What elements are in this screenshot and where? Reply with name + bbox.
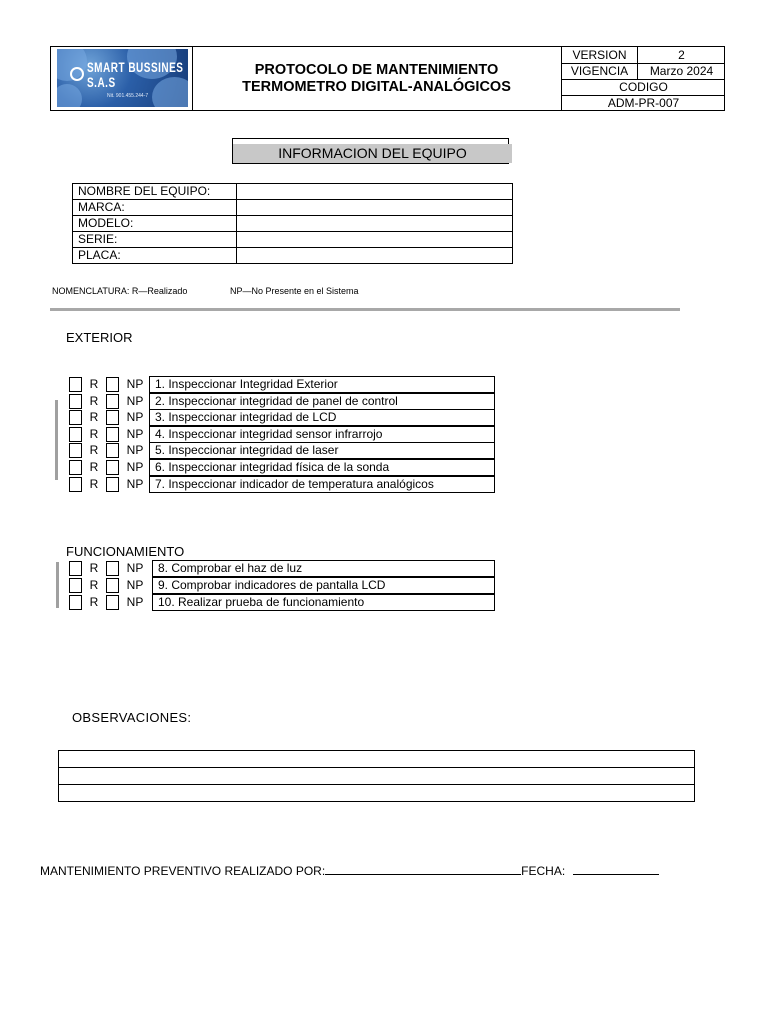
codigo-label-row (562, 79, 725, 96)
funcionamiento-title: FUNCIONAMIENTO (66, 544, 185, 559)
r-label: R (89, 393, 99, 408)
np-checkbox[interactable] (106, 427, 119, 442)
logo-nit: Nit. 901.455.244-7 (107, 93, 149, 99)
field-value-nombre[interactable] (237, 184, 513, 200)
document-header (50, 46, 725, 111)
exterior-side-bar (55, 400, 58, 480)
checklist-item: 8. Comprobar el haz de luz (152, 560, 495, 577)
r-checkbox[interactable] (69, 377, 82, 392)
equipment-info-table (72, 183, 513, 264)
version-label: VERSION (562, 47, 638, 63)
np-checkbox[interactable] (106, 377, 119, 392)
nomenclature-r: NOMENCLATURA: R—Realizado (52, 286, 188, 296)
nomenclature (52, 286, 359, 296)
checklist-item: 4. Inspeccionar integridad sensor infrarrojo (149, 426, 495, 443)
observaciones-title: OBSERVACIONES: (72, 710, 192, 725)
r-label: R (89, 578, 99, 592)
checklist-item: 10. Realizar prueba de funcionamiento (152, 594, 495, 611)
vigencia-value: Marzo 2024 (649, 64, 714, 78)
codigo-label: CODIGO (619, 80, 668, 94)
r-checkbox[interactable] (69, 394, 82, 409)
np-label: NP (126, 578, 144, 592)
checklist-item: 3. Inspeccionar integridad de LCD (149, 409, 495, 426)
np-checkbox[interactable] (106, 578, 119, 593)
table-row (73, 232, 513, 248)
version-row (562, 47, 725, 64)
field-value-modelo[interactable] (237, 216, 513, 232)
checklist-item: 1. Inspeccionar Integridad Exterior (149, 376, 495, 393)
exterior-title: EXTERIOR (66, 330, 133, 345)
observaciones-box[interactable] (58, 750, 695, 802)
np-checkbox[interactable] (106, 460, 119, 475)
r-checkbox[interactable] (69, 595, 82, 610)
r-label: R (89, 426, 99, 441)
np-label: NP (126, 377, 144, 391)
r-label: R (89, 443, 99, 458)
np-checkbox[interactable] (106, 595, 119, 610)
version-value: 2 (678, 48, 685, 62)
checklist-item: 2. Inspeccionar integridad de panel de control (149, 393, 495, 410)
checklist-item: 7. Inspeccionar indicador de temperatura analógicos (149, 476, 495, 493)
logo-cell (51, 47, 193, 110)
r-label: R (89, 377, 99, 391)
r-label: R (89, 460, 99, 474)
np-checkbox[interactable] (106, 477, 119, 492)
np-label: NP (126, 595, 144, 609)
field-label: NOMBRE DEL EQUIPO: (73, 184, 237, 200)
np-label: NP (126, 426, 144, 441)
np-checkbox[interactable] (106, 394, 119, 409)
r-label: R (89, 476, 99, 491)
section-divider (50, 308, 680, 311)
realizado-signature-line[interactable] (325, 862, 521, 875)
nomenclature-np: NP—No Presente en el Sistema (230, 286, 359, 296)
logo-brand: SMART BUSSINES S.A.S (87, 60, 184, 92)
observation-line[interactable] (59, 768, 694, 785)
r-checkbox[interactable] (69, 443, 82, 458)
table-row (73, 184, 513, 200)
vigencia-row (562, 63, 725, 80)
realizado-label: MANTENIMIENTO PREVENTIVO REALIZADO POR: (40, 864, 326, 878)
document-meta (561, 47, 725, 110)
np-label: NP (126, 561, 144, 575)
codigo-value: ADM-PR-007 (607, 96, 680, 110)
r-label: R (89, 410, 99, 425)
observation-line[interactable] (59, 751, 694, 768)
field-value-marca[interactable] (237, 200, 513, 216)
np-checkbox[interactable] (106, 443, 119, 458)
field-label: PLACA: (73, 248, 237, 264)
np-label: NP (126, 443, 144, 458)
info-title-text: INFORMACION DEL EQUIPO (233, 144, 512, 163)
np-label: NP (126, 393, 144, 408)
logo-emblem-icon (70, 67, 84, 81)
r-checkbox[interactable] (69, 477, 82, 492)
np-label: NP (126, 460, 144, 474)
np-label: NP (126, 410, 144, 425)
field-value-serie[interactable] (237, 232, 513, 248)
r-checkbox[interactable] (69, 561, 82, 576)
codigo-value-row (562, 95, 725, 111)
checklist-item: 9. Comprobar indicadores de pantalla LCD (152, 577, 495, 594)
field-value-placa[interactable] (237, 248, 513, 264)
field-label: SERIE: (73, 232, 237, 248)
info-section-title (232, 138, 509, 164)
observation-line[interactable] (59, 785, 694, 801)
vigencia-label: VIGENCIA (562, 63, 638, 79)
r-label: R (89, 595, 99, 609)
r-checkbox[interactable] (69, 460, 82, 475)
r-checkbox[interactable] (69, 410, 82, 425)
table-row (73, 216, 513, 232)
table-row (73, 248, 513, 264)
checklist-item: 5. Inspeccionar integridad de laser (149, 442, 495, 459)
np-checkbox[interactable] (106, 561, 119, 576)
fecha-label: FECHA: (521, 864, 566, 878)
r-checkbox[interactable] (69, 427, 82, 442)
field-label: MODELO: (73, 216, 237, 232)
document-title (192, 47, 561, 110)
title-line-1: PROTOCOLO DE MANTENIMIENTO (254, 61, 499, 78)
fecha-line[interactable] (573, 862, 659, 875)
np-label: NP (126, 476, 144, 491)
np-checkbox[interactable] (106, 410, 119, 425)
field-label: MARCA: (73, 200, 237, 216)
company-logo (57, 49, 188, 107)
funcionamiento-side-bar (56, 562, 59, 608)
r-label: R (89, 561, 99, 575)
checklist-item: 6. Inspeccionar integridad física de la sonda (149, 459, 495, 476)
table-row (73, 200, 513, 216)
title-line-2: TERMOMETRO DIGITAL-ANALÓGICOS (242, 78, 511, 95)
signature-footer (40, 862, 659, 878)
r-checkbox[interactable] (69, 578, 82, 593)
